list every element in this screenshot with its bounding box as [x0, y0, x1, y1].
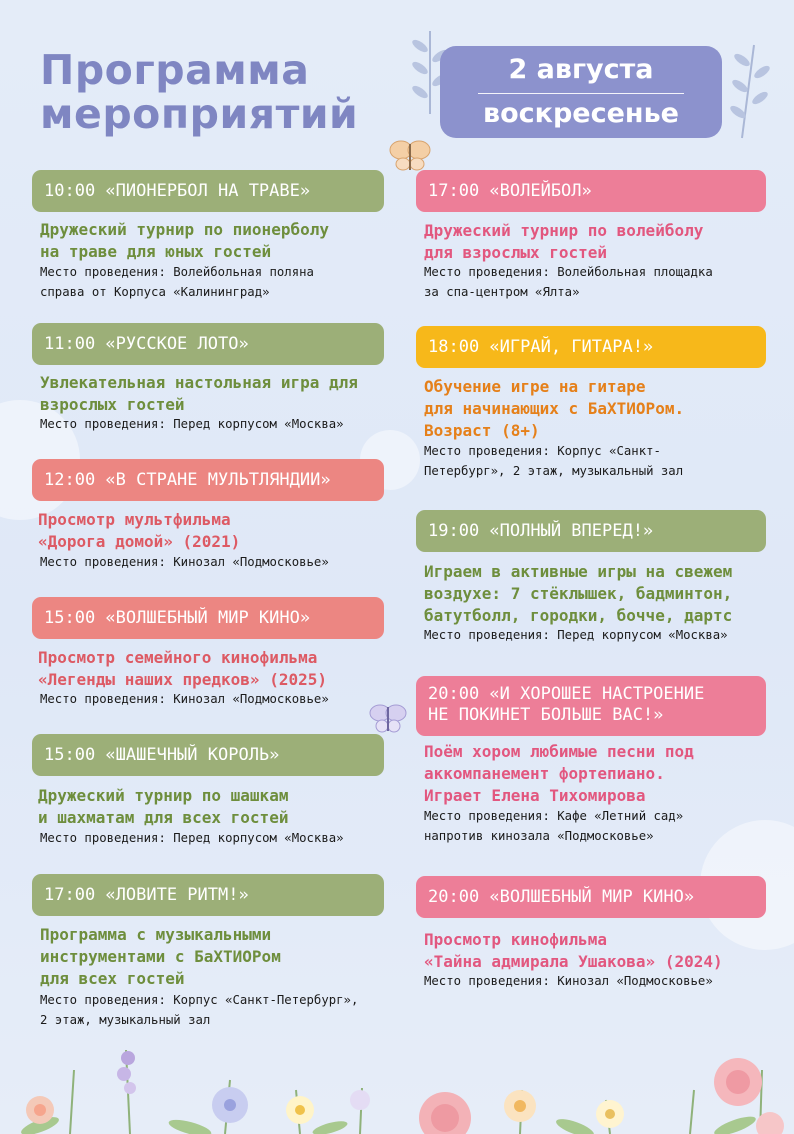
event-header: 20:00 «ВОЛШЕБНЫЙ МИР КИНО»: [416, 876, 766, 918]
leaf-branch-icon: [720, 40, 780, 140]
event-description: Программа с музыкальными инструментами с БаХТИОРом для всех гостей: [40, 925, 281, 988]
event-description: Дружеский турнир по шашкам и шахматам для всех гостей: [38, 786, 289, 827]
event-place: Место проведения: Кинозал «Подмосковье»: [424, 974, 713, 988]
event-place: Место проведения: Волейбольная площадка за спа-центром «Ялта»: [424, 265, 713, 299]
butterfly-icon: [368, 700, 408, 738]
event-place: Место проведения: Перед корпусом «Москва»: [40, 831, 344, 845]
date-text: 2 августа: [508, 54, 654, 85]
event-place: Место проведения: Перед корпусом «Москва»: [424, 628, 728, 642]
date-badge: [440, 46, 722, 138]
event-place: Место проведения: Корпус «Санкт-Петербург», 2 этаж, музыкальный зал: [40, 993, 359, 1027]
event-header: 17:00 «ЛОВИТЕ РИТМ!»: [32, 874, 384, 916]
event-description: Просмотр мультфильма «Дорога домой» (2021): [38, 510, 241, 551]
event-header: 11:00 «РУССКОЕ ЛОТО»: [32, 323, 384, 365]
event-description: Обучение игре на гитаре для начинающих с БаХТИОРом. Возраст (8+): [424, 377, 685, 440]
weekday-text: воскресенье: [483, 98, 679, 129]
event-place: Место проведения: Кинозал «Подмосковье»: [40, 555, 329, 569]
event-description: Дружеский турнир по волейболу для взрослых гостей: [424, 221, 704, 262]
event-header: 17:00 «ВОЛЕЙБОЛ»: [416, 170, 766, 212]
event-description: Увлекательная настольная игра для взрослых гостей: [40, 373, 358, 414]
event-header: 18:00 «ИГРАЙ, ГИТАРА!»: [416, 326, 766, 368]
event-description: Просмотр семейного кинофильма «Легенды наших предков» (2025): [38, 648, 327, 689]
event-description: Поём хором любимые песни под аккомпанемент фортепиано. Играет Елена Тихомирова: [424, 742, 694, 805]
event-header: 15:00 «ШАШЕЧНЫЙ КОРОЛЬ»: [32, 734, 384, 776]
event-place: Место проведения: Кинозал «Подмосковье»: [40, 692, 329, 706]
page-title: [40, 48, 358, 136]
event-place: Место проведения: Перед корпусом «Москва»: [40, 417, 344, 431]
event-description: Играем в активные игры на свежем воздухе: 7 стёклышек, бадминтон, батутболл, городки, бочче, дартс: [424, 562, 733, 625]
event-header: 19:00 «ПОЛНЫЙ ВПЕРЕД!»: [416, 510, 766, 552]
date-divider: [478, 93, 684, 94]
event-place: Место проведения: Корпус «Санкт- Петербург», 2 этаж, музыкальный зал: [424, 444, 684, 478]
event-description: Дружеский турнир по пионерболу на траве для юных гостей: [40, 220, 329, 261]
flowers-decoration-icon: [0, 1030, 794, 1134]
event-header: 10:00 «ПИОНЕРБОЛ НА ТРАВЕ»: [32, 170, 384, 212]
event-place: Место проведения: Кафе «Летний сад» напротив кинозала «Подмосковье»: [424, 809, 684, 843]
page-title-line2: мероприятий: [40, 90, 359, 138]
event-header: 15:00 «ВОЛШЕБНЫЙ МИР КИНО»: [32, 597, 384, 639]
event-place: Место проведения: Волейбольная поляна справа от Корпуса «Калининград»: [40, 265, 314, 299]
page-title-line1: Программа: [40, 46, 310, 94]
event-header: 12:00 «В СТРАНЕ МУЛЬТЛЯНДИИ»: [32, 459, 384, 501]
event-description: Просмотр кинофильма «Тайна адмирала Ушакова» (2024): [424, 930, 723, 971]
event-header: 20:00 «И ХОРОШЕЕ НАСТРОЕНИЕ НЕ ПОКИНЕТ БОЛЬШЕ ВАС!»: [416, 676, 766, 736]
